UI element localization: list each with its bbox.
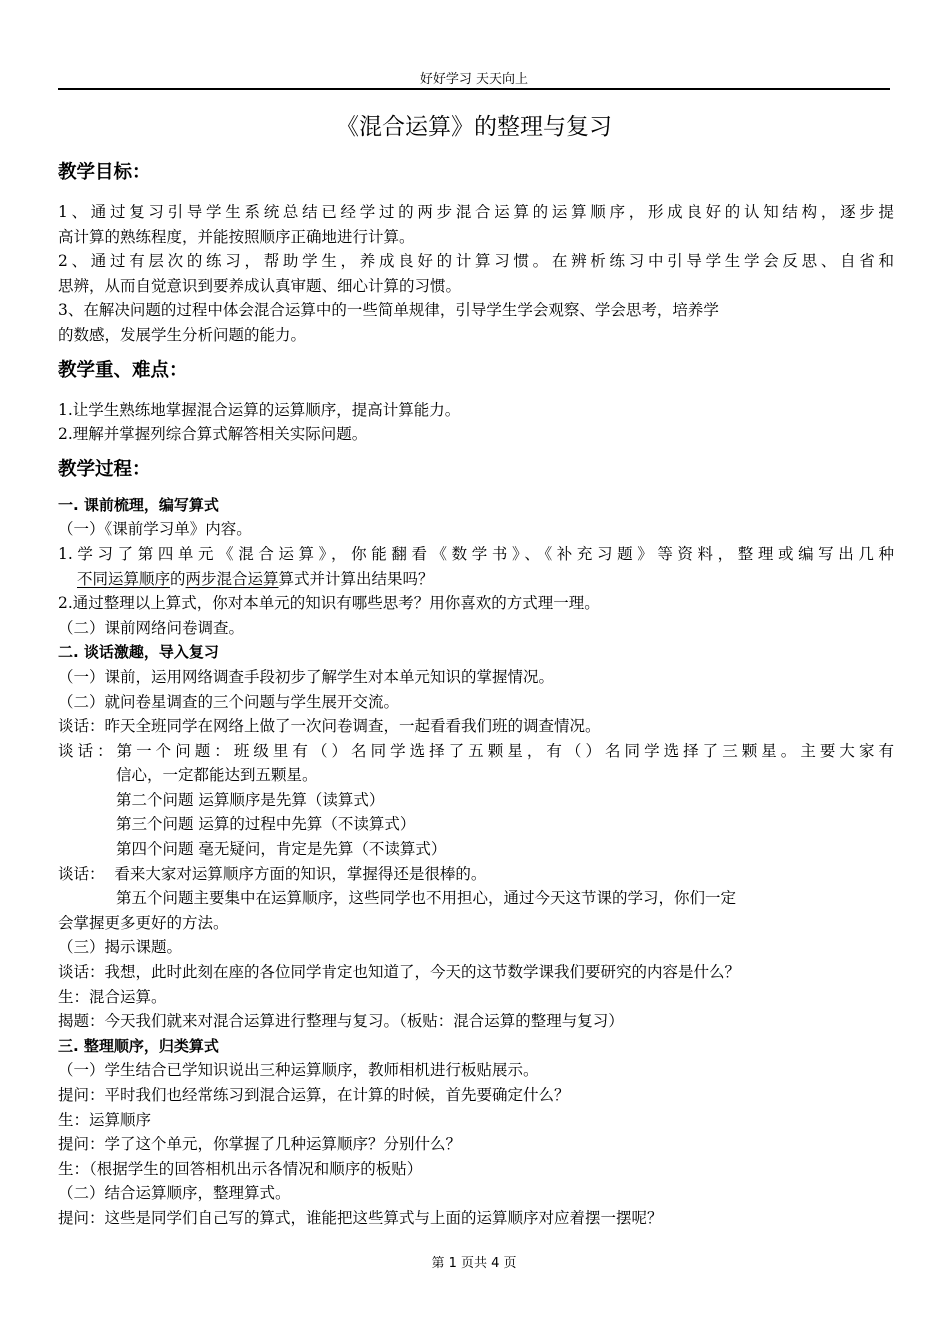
page-header: 好好学习 天天向上 — [419, 72, 529, 87]
underlined-term: 两步混合运算 — [185, 569, 279, 588]
objective-line: 2、通过有层次的练习，帮助学生，养成良好的计算习惯。在辨析练习中引导学生学会反思、自省和 — [58, 252, 894, 271]
process-line-underlined — [58, 567, 894, 592]
process-line: （一）课前，运用网络调查手段初步了解学生对本单元知识的掌握情况。 — [58, 667, 555, 686]
process-line: 揭题：今天我们就来对混合运算进行整理与复习。（板贴：混合运算的整理与复习） — [58, 1012, 624, 1031]
document-body — [58, 158, 894, 1231]
document-title: 《混合运算》的整理与复习 — [336, 114, 612, 140]
process-line: （二）课前网络问卷调查。 — [58, 618, 245, 637]
process-line: 生：（根据学生的回答相机出示各情况和顺序的板贴） — [58, 1159, 423, 1178]
section-1-title: 一. 课前梳理，编写算式 — [58, 495, 219, 514]
process-text: 算式并计算出结果吗？ — [278, 569, 434, 588]
process-line-indented: 第五个问题主要集中在运算顺序，这些同学也不用担心，通过今天这节课的学习，你们一定 — [116, 889, 737, 908]
process-line: 生：运算顺序 — [58, 1110, 152, 1129]
process-line: 谈话：第一个问题：班级里有（）名同学选择了五颗星，有（）名同学选择了三颗星。主要大家有 — [58, 741, 894, 760]
process-line-indented: 第三个问题 运算的过程中先算（不读算式） — [116, 815, 416, 834]
process-line-indented: 信心，一定都能达到五颗星。 — [116, 766, 318, 785]
process-line: 2.通过整理以上算式，你对本单元的知识有哪些思考？用你喜欢的方式理一理。 — [58, 594, 600, 613]
process-line: （二）结合运算顺序，整理算式。 — [58, 1184, 291, 1203]
objective-line: 思辨，从而自觉意识到要养成认真审题、细心计算的习惯。 — [58, 276, 462, 295]
process-heading: 教学过程： — [58, 458, 151, 480]
keypoints-heading: 教学重、难点： — [58, 359, 188, 381]
process-line-indented: 第四个问题 毫无疑问，肯定是先算（不读算式） — [116, 840, 447, 859]
objective-line: 3、在解决问题的过程中体会混合运算中的一些简单规律，引导学生学会观察、学会思考，培养学 — [58, 301, 719, 320]
process-line: （一）《课前学习单》内容。 — [58, 520, 252, 539]
keypoint-line: 1.让学生熟练地掌握混合运算的运算顺序，提高计算能力。 — [58, 400, 461, 419]
objective-line: 的数感，发展学生分析问题的能力。 — [58, 325, 307, 344]
process-line: 提问：学了这个单元，你掌握了几种运算顺序？分别什么？ — [58, 1135, 462, 1154]
process-line: 谈话： 看来大家对运算顺序方面的知识，掌握得还是很棒的。 — [58, 864, 487, 883]
underlined-term: 不同运算顺序 — [77, 569, 171, 588]
process-line: 会掌握更多更好的方法。 — [58, 913, 229, 932]
keypoint-line: 2.理解并掌握列综合算式解答相关实际问题。 — [58, 425, 368, 444]
process-line: 谈话：昨天全班同学在网络上做了一次问卷调查，一起看看我们班的调查情况。 — [58, 717, 601, 736]
objective-line: 高计算的熟练程度，并能按照顺序正确地进行计算。 — [58, 227, 415, 246]
objective-line: 1、通过复习引导学生系统总结已经学过的两步混合运算的运算顺序，形成良好的认知结构，逐步提 — [58, 203, 894, 221]
process-line: 生：混合运算。 — [58, 987, 167, 1006]
process-line: 1.学习了第四单元《混合运算》，你能翻看《数学书》、《补充习题》等资料，整理或编写出几种 — [58, 544, 894, 563]
process-line: （二）就问卷星调查的三个问题与学生展开交流。 — [58, 692, 400, 711]
process-line: 谈话：我想，此时此刻在座的各位同学肯定也知道了，今天的这节数学课我们要研究的内容是什么？ — [58, 963, 741, 982]
section-3-title: 三. 整理顺序，归类算式 — [58, 1036, 219, 1055]
process-line-indented: 第二个问题 运算顺序是先算（读算式） — [116, 790, 385, 809]
header-rule — [58, 88, 890, 90]
objectives-heading: 教学目标： — [58, 162, 151, 183]
process-text: 的 — [170, 569, 186, 588]
process-line: （三）揭示课题。 — [58, 938, 183, 957]
section-2-title: 二. 谈话激趣，导入复习 — [58, 643, 219, 662]
process-line: 提问：平时我们也经常练习到混合运算，在计算的时候，首先要确定什么？ — [58, 1086, 570, 1104]
process-line: （一）学生结合已学知识说出三种运算顺序，教师相机进行板贴展示。 — [58, 1061, 539, 1080]
page-footer: 第 1 页共 4 页 — [431, 1256, 517, 1271]
process-line: 提问：这些是同学们自己写的算式，谁能把这些算式与上面的运算顺序对应着摆一摆呢？ — [58, 1208, 663, 1227]
